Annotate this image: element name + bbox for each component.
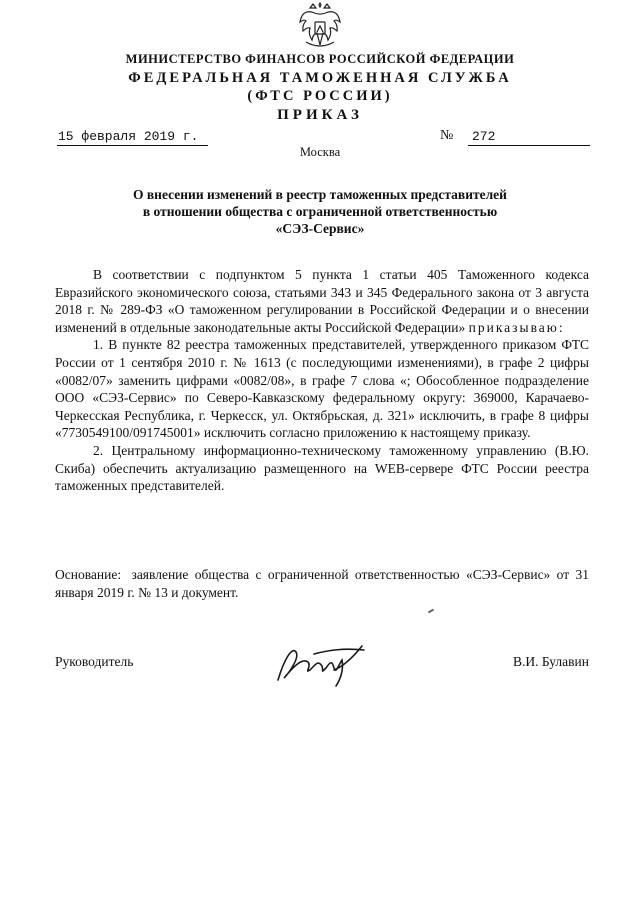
item-2-paragraph: 2. Центральному информационно-техническому таможенному управлению (В.Ю. Скиба) обеспечить актуализацию размещенного на WEB-сервере ФТС России реестра таможенных представителей. bbox=[55, 442, 589, 494]
title-line: «СЭЗ-Сервис» bbox=[275, 221, 365, 236]
service-abbreviation: (ФТС РОССИИ) bbox=[247, 88, 393, 104]
order-word: приказываю bbox=[468, 319, 559, 335]
coat-of-arms-emblem bbox=[298, 2, 342, 50]
preamble-paragraph: В соответствии с подпунктом 5 пункта 1 статьи 405 Таможенного кодекса Евразийского экономического союза, статьями 343 и 345 Федерального закона от 3 августа 2018 г. № 289-ФЗ «О таможенном регулировании в Российской Федерации и о внесении изменений в отдельные законодательные акты Российской Федерации» приказываю: bbox=[55, 267, 589, 335]
document-number: 272 bbox=[468, 129, 590, 146]
basis-text: заявление общества с ограниченной ответственностью «СЭЗ-Сервис» от 31 января 2019 г. № 13 и документ. bbox=[55, 567, 590, 600]
scan-mark bbox=[428, 609, 434, 614]
number-sign: № bbox=[440, 128, 454, 143]
title-line: О внесении изменений в реестр таможенных представителей bbox=[133, 187, 507, 202]
signatory-name: В.И. Булавин bbox=[512, 654, 589, 669]
ministry-name: МИНИСТЕРСТВО ФИНАНСОВ РОССИЙСКОЙ ФЕДЕРАЦИИ bbox=[125, 52, 515, 66]
document-title bbox=[60, 186, 580, 237]
basis-paragraph bbox=[55, 566, 589, 601]
item-1-paragraph: 1. В пункте 82 реестра таможенных представителей, утвержденного приказом ФТС России от 1 сентября 2010 г. № 1613 (с последующими изменениями), в графе 2 цифры «0082/07» заменить цифрами «0082/08», в графе 7 слова «; Обособленное подразделение ООО «СЭЗ-Сервис» по Северо-Кавказскому федеральному округу: 369000, Карачаево-Черкесская Республика, г. Черкесск, ул. Октябрьская, д. 321» исключить, в графе 8 цифры «7730549100/091745001» исключить согласно приложению к настоящему приказу. bbox=[55, 337, 589, 441]
signatory-position: Руководитель bbox=[55, 654, 134, 669]
preamble-text: В соответствии с подпунктом 5 пункта 1 статьи 405 Таможенного кодекса Евразийского экономического союза, статьями 343 и 345 Федерального закона от 3 августа 2018 г. № 289-ФЗ «О таможенном регулировании в Российской Федерации и о внесении изменений в отдельные законодательные акты Российской Федерации» bbox=[55, 267, 589, 335]
document-type: ПРИКАЗ bbox=[277, 107, 363, 123]
document-body bbox=[55, 266, 589, 495]
service-name-line: ФЕДЕРАЛЬНАЯ ТАМОЖЕННАЯ СЛУЖБА bbox=[128, 70, 512, 86]
basis-label: Основание: bbox=[55, 567, 122, 582]
handwritten-signature bbox=[274, 640, 374, 688]
service-name bbox=[0, 69, 640, 105]
title-line: в отношении общества с ограниченной ответственностью bbox=[142, 204, 498, 219]
document-city: Москва bbox=[299, 145, 341, 159]
document-date: 15 февраля 2019 г. bbox=[57, 129, 208, 146]
